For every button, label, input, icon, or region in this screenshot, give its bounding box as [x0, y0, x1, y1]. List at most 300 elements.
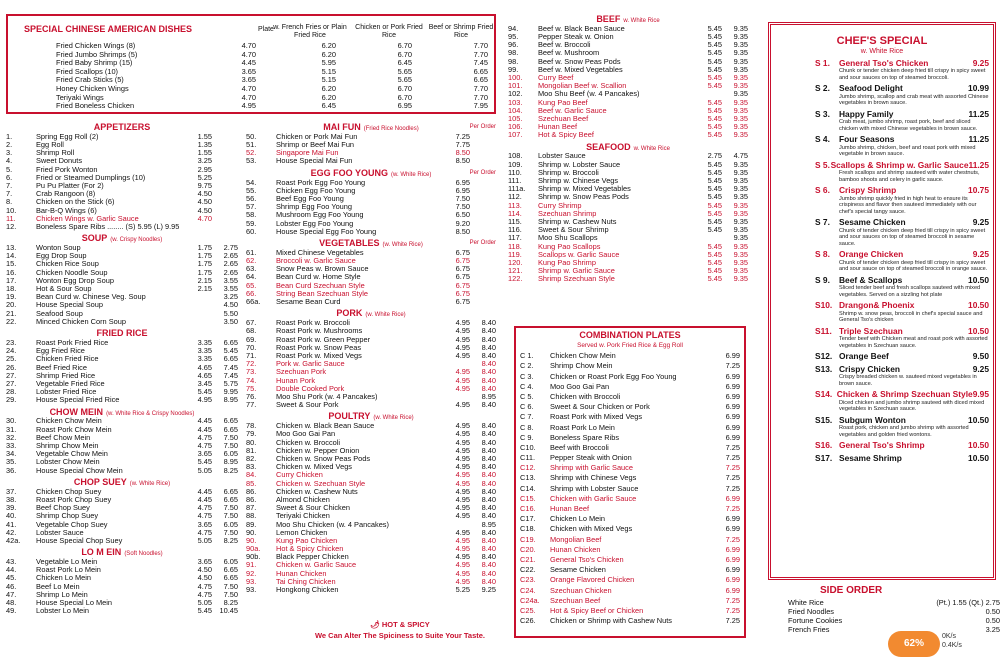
item-price-pt: 2.75	[707, 151, 722, 161]
item-name: Hunan Chicken	[276, 569, 327, 578]
item-price-pt: 4.95	[455, 462, 470, 472]
header-fries: w. French Fries or Plain Fried Rice	[273, 24, 347, 39]
chefs-special-list	[775, 59, 989, 464]
header-beef-shrimp: Beef or Shrimp Fried Rice	[428, 24, 494, 39]
combo-code: C 2.	[520, 361, 534, 371]
item-number: 21.	[6, 308, 17, 318]
item-price-pt: 1.75	[197, 243, 212, 253]
item-price-qt: 3.25	[223, 292, 238, 302]
item-number: 6.	[6, 172, 13, 182]
item-name: Lobster Lo Mein	[36, 607, 89, 616]
combo-code: C12.	[520, 463, 536, 473]
dish-price: 5.15	[321, 75, 336, 85]
item-name: Sweet & Sour Pork	[276, 401, 339, 410]
dish-price: 4.70	[241, 92, 256, 102]
section-title	[508, 14, 748, 25]
item-number: 71.	[246, 350, 257, 360]
item-number: 7.	[6, 189, 13, 199]
item-number: 69.	[246, 334, 257, 344]
item-number: 15.	[6, 259, 17, 269]
combo-row	[520, 412, 740, 422]
chefs-special-subtitle: w. White Rice	[860, 47, 904, 55]
item-name: Beef w. Mushroom	[538, 49, 600, 58]
item-price-qt: 9.35	[733, 159, 748, 169]
chef-item-name: Scallops & Shrimp w. Garlic Sauce	[830, 159, 969, 170]
item-name: Egg Drop Soup	[36, 252, 87, 261]
chef-special-item	[775, 454, 989, 464]
chef-item-price: 11.25	[968, 159, 989, 170]
dish-price: 5.65	[397, 75, 412, 85]
combo-name: Pepper Steak with Onion	[550, 454, 632, 463]
item-name: Fried Pork Wonton	[36, 165, 98, 174]
combo-price: 7.25	[725, 442, 740, 452]
chef-item-name: Seafood Delight	[839, 83, 903, 94]
item-price-pt: 5.45	[707, 81, 722, 91]
download-speed: 0.4K/s	[942, 642, 962, 650]
item-name: Szechuan Shrimp	[538, 209, 597, 218]
item-number: 106.	[508, 122, 523, 132]
menu-item-row	[246, 513, 496, 521]
combo-code: C 5.	[520, 391, 534, 401]
item-name: Curry Shrimp	[538, 201, 582, 210]
section-title-text: EGG FOO YOUNG	[310, 167, 388, 178]
item-price-qt: 8.40	[481, 326, 496, 336]
chef-item-code: S12.	[815, 351, 833, 362]
item-number: 75.	[246, 383, 257, 393]
item-price-pt: 8.50	[455, 156, 470, 166]
chef-item-description: Chunk of tender chicken deep fried till crispy in spicy sweet and sour sauces on top of steamed broccoli in sesame sauce.	[839, 227, 986, 247]
item-number: 122.	[508, 274, 523, 284]
item-price-pt: 4.95	[455, 421, 470, 431]
item-name: Shrimp Chop Suey	[36, 512, 99, 521]
item-name: Teriyaki Chicken	[276, 512, 330, 521]
dish-price: 7.70	[473, 49, 488, 59]
section-subtitle: (w. White Rice)	[129, 480, 171, 487]
chef-item-description: Jumbo shrimp quickly fried in high heat to ensure its crispiness and flavor then sauteed immediately with our chef's special tangy sauce.	[839, 195, 977, 215]
item-price-pt: 5.45	[707, 200, 722, 210]
item-name: Beef Chop Suey	[36, 504, 90, 513]
item-name: Pork w. Garlic Sauce	[276, 360, 345, 369]
item-price-pt: 4.95	[455, 470, 470, 480]
section-subtitle: (w. Crispy Noodles)	[110, 237, 163, 244]
item-name: Minced Chicken Corn Soup	[36, 317, 126, 326]
item-number: 104.	[508, 105, 523, 115]
section-title	[508, 142, 748, 153]
item-price-pt: 5.45	[707, 249, 722, 259]
chef-item-code: S15.	[815, 414, 833, 425]
item-number: 25.	[6, 354, 17, 364]
item-name: Beef w. Mixed Vegetables	[538, 65, 623, 74]
item-price-qt: 9.35	[733, 81, 748, 91]
item-price-qt: 6.05	[223, 519, 238, 529]
side-name: Fried Noodles	[788, 608, 835, 617]
combo-code: C17.	[520, 514, 536, 524]
chef-item-price: 11.25	[968, 108, 989, 119]
item-name: Bean Curd w. Chinese Veg. Soup	[36, 293, 146, 302]
dish-name: Fried Baby Shrimp (15)	[56, 59, 133, 68]
combo-subtitle: Served w. Pork Fried Rice & Egg Roll	[577, 342, 683, 349]
item-name: Boneless Spare Ribs ........ (S) 5.95 (L) 9.95	[36, 222, 180, 231]
item-price-pt: 5.25	[197, 172, 212, 182]
chef-special-item	[775, 441, 989, 451]
item-price-pt: 1.35	[197, 140, 212, 150]
chef-item-name: General Tso's Chicken	[839, 57, 929, 68]
combo-name: Shrimp with Garlic Sauce	[550, 464, 633, 473]
item-price-pt: 3.65	[197, 449, 212, 459]
item-number: 93.	[246, 585, 257, 595]
side-name: French Fries	[788, 626, 830, 635]
chef-item-price: 9.25	[972, 57, 989, 68]
combo-code: C10.	[520, 442, 536, 452]
item-price-pt: 6.75	[455, 272, 470, 282]
chef-item-price: 10.50	[968, 300, 989, 311]
menu-item-row	[246, 228, 496, 236]
item-price-qt: 8.95	[223, 395, 238, 405]
item-number: 44.	[6, 565, 17, 575]
chef-special-item	[775, 327, 989, 350]
item-price-pt: 5.45	[707, 241, 722, 251]
item-number: 66a.	[246, 297, 261, 307]
chef-item-price: 9.95	[972, 389, 989, 400]
chef-item-price: 9.25	[972, 249, 989, 260]
item-price-qt: 9.35	[733, 72, 748, 82]
section-subtitle: (w. White Rice)	[382, 242, 423, 249]
item-price-pt: 5.45	[707, 274, 722, 284]
item-name: Shrimp Egg Foo Young	[276, 203, 353, 212]
item-name: Moo Shu Beef (w. 4 Pancakes)	[538, 90, 640, 99]
item-price-pt: 4.75	[197, 503, 212, 513]
combo-price: 6.99	[725, 575, 740, 585]
item-name: Beef w. Broccoli	[538, 41, 591, 50]
item-number: 89.	[246, 519, 257, 529]
item-name: Bean Curd Szechuan Style	[276, 281, 365, 290]
item-price-pt: 1.55	[197, 148, 212, 158]
item-number: 111.	[508, 176, 522, 186]
chef-item-name: Crispy Shrimp	[839, 185, 897, 196]
item-name: Lobster Fried Rice	[36, 388, 97, 397]
item-name: Chicken w. Broccoli	[276, 438, 341, 447]
item-price-pt: 4.95	[455, 527, 470, 537]
combo-row	[520, 484, 740, 494]
dish-name: Honey Chicken Wings	[56, 85, 129, 93]
item-number: 35.	[6, 457, 17, 467]
item-price-qt: 9.35	[733, 89, 748, 99]
item-name: Double Cooked Pork	[276, 384, 345, 393]
dish-name: Fried Chicken Wings (8)	[56, 42, 136, 51]
item-price-pt: 1.55	[197, 131, 212, 141]
dish-price: 6.95	[397, 101, 412, 111]
per-order-label: Per Order	[469, 240, 496, 247]
item-price-pt: 4.95	[455, 400, 470, 410]
item-name: Mushroom Egg Foo Young	[276, 211, 364, 220]
item-number: 29.	[6, 395, 17, 405]
item-price-pt: 4.50	[197, 573, 212, 583]
item-price-qt: 9.35	[733, 225, 748, 235]
item-number: 95.	[508, 32, 519, 42]
item-price-qt: 9.35	[733, 184, 748, 194]
item-number: 38.	[6, 494, 17, 504]
item-price-qt: 8.40	[481, 470, 496, 480]
item-number: 74.	[246, 375, 257, 385]
menu-item-row	[508, 131, 748, 139]
menu-item-row	[6, 537, 238, 545]
item-price-pt: 4.75	[197, 511, 212, 521]
item-number: 111a.	[508, 184, 526, 194]
progress-badge[interactable]: 62%	[888, 631, 940, 657]
chef-item-name: Sesame Shrimp	[839, 452, 902, 463]
dish-price: 6.65	[473, 75, 488, 85]
item-number: 92.	[246, 568, 257, 578]
combo-row	[520, 514, 740, 524]
item-price-pt: 3.35	[197, 354, 212, 364]
item-number: 8.	[6, 197, 13, 207]
item-name: House Special Fried Rice	[36, 396, 120, 405]
combo-price: 6.99	[725, 544, 740, 554]
section-title-text: MAI FUN	[323, 122, 361, 132]
item-name: Chicken or Pork Mai Fun	[276, 132, 358, 141]
item-name: Curry Beef	[538, 73, 574, 82]
item-price-qt: 9.35	[733, 97, 748, 107]
combo-name: Sesame Chicken	[550, 566, 606, 575]
column-2	[246, 120, 496, 594]
chef-item-code: S 5.	[815, 159, 830, 170]
special-dishes-box	[6, 14, 496, 114]
item-number: 52.	[246, 148, 257, 158]
item-number: 33.	[6, 441, 17, 451]
item-price-qt: 9.95	[223, 387, 238, 397]
item-price-pt: 4.70	[197, 213, 212, 223]
chef-item-code: S13.	[815, 363, 833, 374]
dish-name: Fried Scallops (10)	[56, 67, 119, 76]
chef-item-description: Jumbo shrimp, chicken, beef and roast pork with mixed vegetable in brown sauce.	[839, 144, 976, 158]
dish-price: 6.70	[397, 84, 412, 93]
item-price-pt: 5.45	[707, 208, 722, 218]
section-subtitle: (Fried Rice Noodles)	[363, 126, 419, 132]
combo-name: Chicken with Garlic Sauce	[550, 494, 637, 503]
item-name: Lobster Chow Mein	[36, 458, 100, 467]
item-price-pt: 3.35	[197, 337, 212, 347]
combo-row	[520, 494, 740, 504]
hot-spicy-note	[300, 620, 500, 641]
item-price-qt: 8.40	[481, 359, 496, 369]
combo-code: C11.	[520, 453, 536, 463]
item-number: 86.	[246, 486, 257, 496]
item-name: Chicken Chop Suey	[36, 487, 102, 496]
item-number: 4.	[6, 156, 13, 166]
item-number: 86.	[246, 494, 257, 504]
combo-name: Roast Pork Lo Mein	[550, 423, 615, 432]
chef-item-price: 9.25	[972, 217, 989, 228]
item-number: 28.	[6, 387, 17, 397]
item-number: 90a.	[246, 544, 261, 554]
item-number: 49.	[6, 606, 17, 616]
item-number: 2.	[6, 140, 13, 150]
item-number: 83.	[246, 462, 257, 472]
side-order-row	[770, 617, 1000, 626]
section-title-text: APPETIZERS	[93, 122, 151, 132]
side-order-list	[770, 599, 1000, 635]
combo-code: C15.	[520, 493, 536, 503]
dish-price: 7.70	[473, 92, 488, 102]
item-price-qt: 6.65	[223, 354, 238, 364]
section-title	[6, 547, 238, 558]
item-name: Sweet & Sour Chicken	[276, 504, 350, 513]
item-number: 68.	[246, 326, 257, 336]
item-name: Vegetable Lo Mein	[36, 558, 98, 567]
item-name: House Special Soup	[36, 301, 103, 310]
section-title	[246, 308, 496, 319]
item-price-qt: 8.40	[481, 535, 496, 545]
item-price-qt: 8.40	[481, 560, 496, 570]
item-price-pt: 4.75	[197, 527, 212, 537]
item-price-pt: 5.45	[707, 130, 722, 140]
combo-name: Chicken with Mixed Vegs	[550, 525, 633, 534]
chefs-special-box	[768, 22, 996, 580]
chef-item-line	[775, 416, 989, 426]
combo-name: Moo Goo Gai Pan	[550, 382, 610, 391]
item-price-pt: 4.95	[455, 367, 470, 377]
chef-item-code: S10.	[815, 300, 833, 311]
item-price-qt: 9.35	[733, 266, 748, 276]
item-price-qt: 2.65	[223, 267, 238, 277]
item-name: Tai Ching Chicken	[276, 577, 336, 586]
item-name: Kung Pao Beef	[538, 98, 588, 107]
item-name: Shrimp w. Cashew Nuts	[538, 217, 617, 226]
item-name: Bar-B-Q Wings (6)	[36, 206, 97, 215]
item-price-qt: 7.50	[223, 589, 238, 599]
item-name: Shrimp w. Garlic Sauce	[538, 267, 615, 276]
item-number: 3.	[6, 148, 13, 158]
menu-item-row	[246, 401, 496, 409]
item-price-pt: 5.45	[707, 64, 722, 74]
chef-item-name: Chicken & Shrimp Szechuan Style	[836, 389, 973, 400]
combo-price: 6.99	[725, 565, 740, 575]
section-title	[6, 233, 238, 244]
combo-name: Hunan Chicken	[550, 545, 601, 554]
combo-name: Chicken Chow Mein	[550, 352, 616, 361]
item-price-pt: 4.95	[455, 486, 470, 496]
item-number: 42a.	[6, 535, 21, 545]
item-price-pt: 4.95	[455, 326, 470, 336]
item-name: String Bean Szechuan Style	[276, 289, 369, 298]
combo-name: Chicken or Roast Pork Egg Foo Young	[550, 372, 677, 381]
item-number: 24.	[6, 346, 17, 356]
chef-item-line	[775, 110, 989, 120]
menu-item-row	[508, 82, 748, 90]
item-name: Kung Pao Shrimp	[538, 258, 596, 267]
item-price-qt: 9.35	[733, 122, 748, 132]
combo-price: 6.99	[725, 402, 740, 412]
item-name: Chicken w. Szechuan Style	[276, 479, 366, 488]
item-name: Hunan Beef	[538, 123, 578, 132]
item-number: 31.	[6, 424, 17, 434]
item-price-qt: 7.50	[223, 432, 238, 442]
combo-code: C21.	[520, 554, 536, 564]
item-name: Snow Peas w. Brown Sauce	[276, 265, 369, 274]
chef-item-line	[775, 352, 989, 362]
item-price-pt: 3.65	[197, 519, 212, 529]
item-price-qt: 7.45	[223, 370, 238, 380]
upload-speed: 0K/s	[942, 633, 957, 640]
chef-item-price: 10.50	[968, 414, 989, 425]
section-title-text: BEEF	[596, 14, 621, 24]
item-price-pt: 4.95	[455, 544, 470, 554]
chef-item-price: 9.50	[972, 351, 989, 362]
item-name: Roast Pork Fried Rice	[36, 338, 109, 347]
combo-row	[520, 372, 740, 382]
item-price-pt: 7.75	[455, 140, 470, 150]
item-price-pt: 6.75	[455, 297, 470, 307]
item-price-pt: 4.65	[197, 362, 212, 372]
menu-item-row	[246, 352, 496, 360]
combo-name: Mongolian Beef	[550, 535, 602, 544]
item-name: Chicken Fried Rice	[36, 355, 99, 364]
item-number: 108.	[508, 151, 523, 161]
item-number: 58.	[246, 210, 257, 220]
combo-name: Shrimp with Lobster Sauce	[550, 484, 639, 493]
item-name: House Special Egg Foo Young	[276, 227, 377, 236]
item-name: Chicken Wings w. Garlic Sauce	[36, 214, 139, 223]
dish-price: 6.20	[321, 49, 336, 59]
item-price-qt: 9.35	[733, 208, 748, 218]
dish-name: Fried Jumbo Shrimps (5)	[56, 50, 138, 59]
combo-price: 6.99	[725, 391, 740, 401]
chef-item-description: Roast pork, chicken and jumbo shrimp with assorted vegetables and golden fried wontons.	[839, 425, 969, 438]
item-price-pt: 4.65	[197, 370, 212, 380]
item-name: Chicken Lo Mein	[36, 574, 92, 583]
item-number: 62.	[246, 256, 257, 266]
item-name: Shrimp w. Broccoli	[538, 168, 599, 177]
section-title	[246, 238, 496, 249]
section-subtitle: (w. White Rice)	[391, 171, 432, 178]
chef-item-name: Beef & Scallops	[839, 274, 903, 285]
combo-price: 6.99	[725, 432, 740, 442]
item-price-pt: 9.20	[455, 218, 470, 228]
combo-row	[520, 463, 740, 473]
menu-item-row	[6, 293, 238, 301]
chef-item-description: Chunk of tender chicken deep fried till crispy in spicy sweet and sour sauce on top of steamed broccoli in orange sauce.	[839, 259, 988, 273]
item-price-pt: 4.95	[455, 437, 470, 447]
item-name: Sweet & Sour Shrimp	[538, 226, 609, 235]
item-price-qt: 2.75	[223, 243, 238, 253]
item-number: 60.	[246, 226, 257, 236]
item-price-qt: 8.40	[481, 462, 496, 472]
item-number: 84.	[246, 470, 257, 480]
item-number: 119.	[508, 249, 522, 259]
item-price-pt: 4.75	[197, 441, 212, 451]
item-number: 42.	[6, 527, 17, 537]
item-name: Seafood Soup	[36, 309, 83, 318]
item-price-qt: 6.65	[223, 494, 238, 504]
chef-item-description: Fresh scallops and shrimp sauteed with water chestnuts, bamboo shoots and celery in garlic sauce.	[839, 170, 980, 183]
section-title	[246, 168, 496, 179]
combo-price: 6.99	[725, 514, 740, 524]
item-price-qt: 10.45	[219, 606, 238, 616]
item-price-pt: 4.95	[455, 576, 470, 586]
item-price-pt: 3.45	[197, 378, 212, 388]
item-price-pt: 4.95	[455, 318, 470, 328]
item-number: 70.	[246, 342, 257, 352]
item-price-pt: 2.95	[197, 164, 212, 174]
item-number: 48.	[6, 598, 17, 608]
combo-code: C 1.	[520, 351, 534, 361]
combo-code: C22.	[520, 565, 536, 575]
item-price-pt: 4.50	[197, 189, 212, 199]
chef-item-price: 10.50	[968, 274, 989, 285]
item-name: Szechuan Pork	[276, 368, 327, 377]
item-name: Shrimp or Beef Mai Fun	[276, 141, 355, 150]
item-price-qt: 6.65	[223, 337, 238, 347]
